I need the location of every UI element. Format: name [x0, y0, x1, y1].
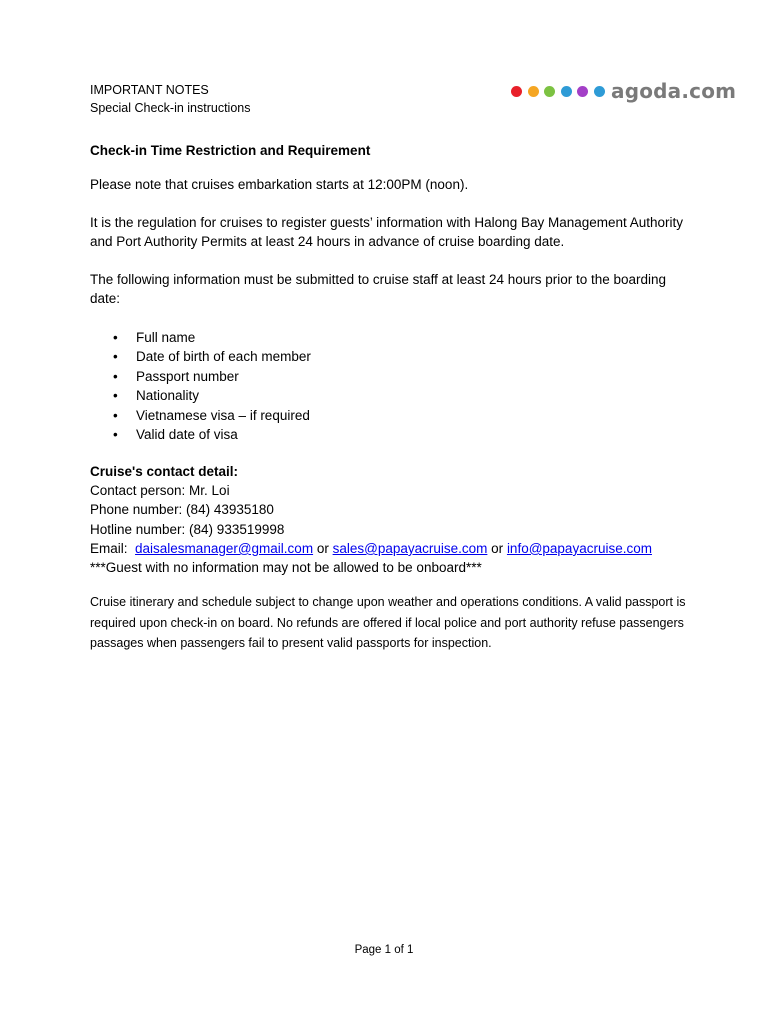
page-number: Page 1 of 1	[354, 944, 414, 956]
logo-dot-1	[511, 86, 522, 97]
contact-details	[90, 462, 690, 577]
header-notes	[90, 81, 251, 117]
email-label: Email:	[90, 540, 128, 556]
list-item: • Vietnamese visa – if required	[90, 406, 690, 426]
logo-text: agoda.com	[611, 79, 737, 103]
email-link-info[interactable]: info@papayacruise.com	[506, 540, 652, 556]
onboard-warning: ***Guest with no information may not be allowed to be onboard***	[90, 560, 482, 576]
or-text: or	[316, 540, 329, 556]
contact-hotline: Hotline number: (84) 933519998	[90, 521, 285, 537]
logo-dot-6	[594, 86, 605, 97]
regulation-paragraph: It is the regulation for cruises to register guests’ information with Halong Bay Management Authority and Port Authority Permits at least 24 hours in advance of cruise boarding date.	[90, 214, 684, 249]
logo-dot-4	[561, 86, 572, 97]
embarkation-paragraph: Please note that cruises embarkation starts at 12:00PM (noon).	[90, 177, 469, 192]
email-link-sales[interactable]: sales@papayacruise.com	[332, 540, 488, 556]
logo-dot-3	[544, 86, 555, 97]
email-link-daisales[interactable]: daisalesmanager@gmail.com	[135, 540, 314, 556]
contact-title: Cruise's contact detail:	[90, 464, 238, 480]
contact-email-row	[90, 539, 690, 558]
contact-phone: Phone number: (84) 43935180	[90, 502, 274, 518]
agoda-logo	[511, 78, 736, 104]
list-item: • Date of birth of each member	[90, 347, 690, 367]
logo-dot-5	[577, 86, 588, 97]
list-item: • Nationality	[90, 386, 690, 406]
required-info-list	[90, 328, 690, 446]
or-text: or	[491, 540, 504, 556]
header-subtitle: Special Check-in instructions	[90, 101, 251, 115]
header-title: IMPORTANT NOTES	[90, 83, 209, 97]
list-item: • Full name	[90, 328, 690, 348]
disclaimer-paragraph: Cruise itinerary and schedule subject to change upon weather and operations conditions. A valid passport is required upon check-in on board. No refunds are offered if local police and port authority refuse passengers passages when passengers fail to present valid passports for inspection.	[90, 595, 686, 651]
main-content	[90, 141, 690, 654]
list-item: • Valid date of visa	[90, 425, 690, 445]
section-title: Check-in Time Restriction and Requirement	[90, 143, 371, 158]
requirement-paragraph: The following information must be submitted to cruise staff at least 24 hours prior to the boarding date:	[90, 271, 667, 306]
logo-dot-2	[528, 86, 539, 97]
list-item: • Passport number	[90, 367, 690, 387]
contact-person: Contact person: Mr. Loi	[90, 483, 230, 499]
